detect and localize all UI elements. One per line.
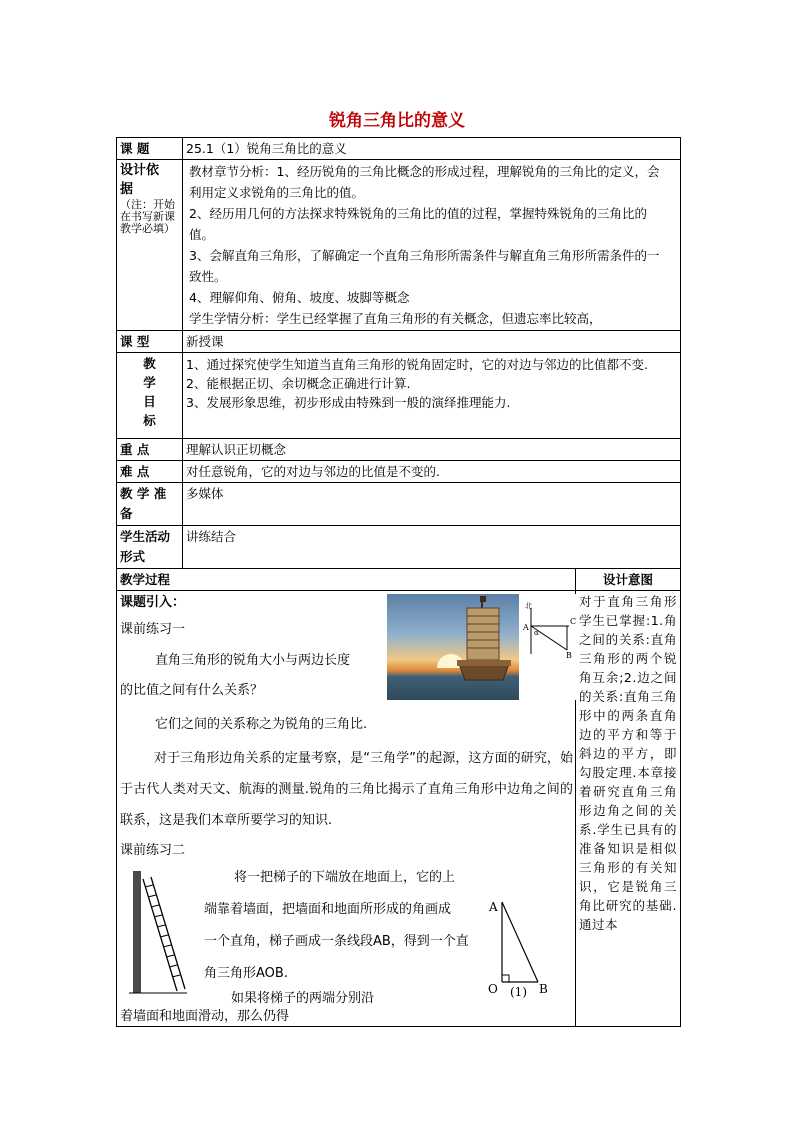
label-prep: 教 学 准 备 <box>117 483 183 526</box>
exercise-1-question-a: 直角三角形的锐角大小与两边长度 <box>155 653 351 668</box>
process-header: 教学过程 <box>117 569 576 591</box>
design-intent-text: 对于直角三角形学生已掌握:1.角之间的关系:直角三角形的两个锐角互余;2.边之间的关系:直角三角形中的两条直角边的平方和等于斜边的平方，即勾股定理.本章接着研究直角三角形边角之间的关系.学生已具有的准备知识是相似三角形的有关知识，它是锐角三角比研究的基础.通过本 <box>576 591 681 1027</box>
process-content <box>117 591 576 1027</box>
value-type: 新授课 <box>183 331 681 353</box>
exercise-2-line-4: 角三角形AOB. <box>204 966 288 981</box>
value-key: 理解认识正切概念 <box>183 439 681 461</box>
goal-line-2: 2、能根据正切、余切概念正确进行计算. <box>186 376 411 391</box>
point-b-label: B <box>566 651 572 660</box>
label-key: 重 点 <box>117 439 183 461</box>
value-activity: 讲练结合 <box>183 526 681 569</box>
design-line-2: 2、经历用几何的方法探求特殊锐角的三角比的值的过程，掌握特殊锐角的三角比的值。 <box>189 206 647 242</box>
value-goals <box>183 353 681 439</box>
exercise-2-label: 课前练习二 <box>120 843 186 858</box>
row-prep <box>117 483 681 526</box>
value-prep: 多媒体 <box>183 483 681 526</box>
triangle-aob-figure <box>482 896 557 1006</box>
exercise-2-line-6: 着墙面和地面滑动，那么仍得 <box>120 1009 290 1024</box>
row-topic <box>117 138 681 160</box>
exercise-2-line-5: 如果将梯子的两端分别沿 <box>231 991 375 1006</box>
row-goals <box>117 353 681 439</box>
label-design-cell <box>117 160 183 331</box>
exercise-2-line-2: 端靠着墙面，把墙面和地面所形成的角画成 <box>204 902 452 917</box>
history-paragraph: 对于三角形边角关系的定量考察，是“三角学”的起源，这方面的研究，始于古代人类对天文、航海的测量.锐角的三角比揭示了直角三角形中边角之间的联系，这是我们本章所要学习的知识. <box>120 751 573 828</box>
exercise-1-label: 课前练习一 <box>120 622 186 637</box>
exercise-1-question-b: 的比值之间有什么关系？ <box>120 683 264 698</box>
bearing-diagram <box>519 594 577 700</box>
design-line-4: 4、理解仰角、俯角、坡度、坡脚等概念 <box>189 290 410 305</box>
north-label: 北 <box>525 602 532 610</box>
value-design <box>183 160 681 331</box>
row-key <box>117 439 681 461</box>
row-process-header <box>117 569 681 591</box>
junk-ship-illustration <box>387 594 519 700</box>
intro-label: 课题引入： <box>120 595 186 610</box>
fig-number: (1) <box>510 985 527 999</box>
point-a-label: A <box>523 623 529 632</box>
intent-header: 设计意图 <box>576 569 681 591</box>
row-type <box>117 331 681 353</box>
design-line-5: 学生学情分析：学生已经掌握了直角三角形的有关概念，但遗忘率比较高， <box>189 311 602 326</box>
exercise-2-line-3: 一个直角，梯子画成一条线段AB，得到一个直 <box>204 934 469 949</box>
label-type: 课 型 <box>117 331 183 353</box>
document-title: 锐角三角比的意义 <box>329 111 465 131</box>
goal-line-1: 1、通过探究使学生知道当直角三角形的锐角固定时，它的对边与邻边的比值都不变. <box>186 357 648 372</box>
row-difficulty <box>117 461 681 483</box>
goal-line-3: 3、发展形象思维，初步形成由特殊到一般的演绎推理能力. <box>186 395 511 410</box>
exercise-1-answer: 它们之间的关系称之为锐角的三角比. <box>155 717 368 732</box>
fig-point-b: B <box>539 982 548 996</box>
row-process-body <box>117 591 681 1027</box>
row-design <box>117 160 681 331</box>
value-difficulty: 对任意锐角，它的对边与邻边的比值是不变的. <box>183 461 681 483</box>
point-c-label: C <box>570 617 577 626</box>
fig-point-a: A <box>489 900 498 914</box>
label-topic: 课 题 <box>117 138 183 160</box>
design-line-3: 3、会解直角三角形，了解确定一个直角三角形所需条件与解直角三角形所需条件的一致性。 <box>189 248 660 284</box>
design-line-1: 教材章节分析：1、经历锐角的三角比概念的形成过程，理解锐角的三角比的定义，会利用定义求锐角的三角比的值。 <box>189 164 660 200</box>
value-topic: 25.1（1）锐角三角比的意义 <box>183 138 681 160</box>
ladder-illustration <box>129 869 189 999</box>
ship-photo <box>387 594 519 700</box>
label-goals: 教 学 目 标 <box>117 353 183 439</box>
row-activity <box>117 526 681 569</box>
angle-alpha-label: α <box>534 629 539 637</box>
fig-point-o: O <box>488 982 498 996</box>
label-design: 设计依据 <box>120 163 160 197</box>
exercise-2-line-1: 将一把梯子的下端放在地面上，它的上 <box>234 870 456 885</box>
label-design-note: （注：开始在书写新课教学必填） <box>120 198 175 235</box>
label-difficulty: 难 点 <box>117 461 183 483</box>
label-activity: 学生活动形式 <box>117 526 183 569</box>
lesson-plan-table <box>116 137 681 1027</box>
